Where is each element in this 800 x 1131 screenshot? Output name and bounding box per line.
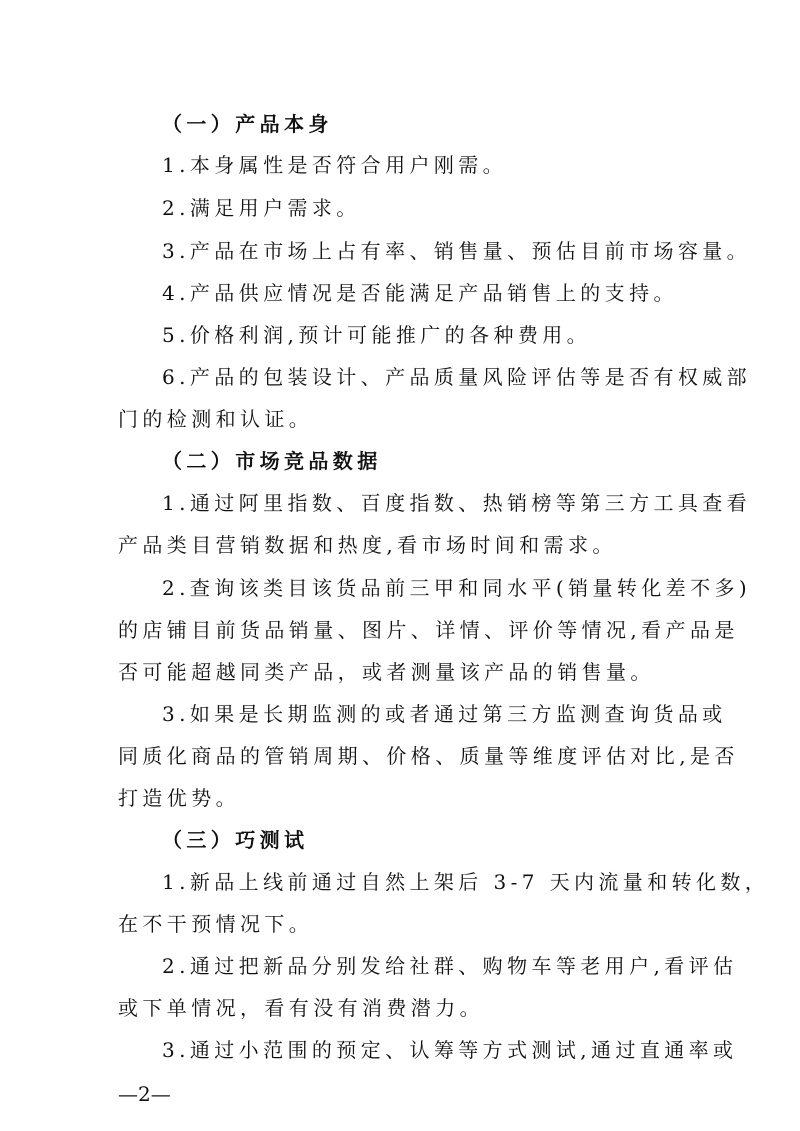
paragraph-line: 2.通过把新品分别发给社群、购物车等老用户,看评估 [162,954,738,978]
paragraph-line: 门的检测和认证。 [118,407,314,431]
paragraph-line: 产品类目营销数据和热度,看市场时间和需求。 [118,533,617,557]
paragraph-line: 或下单情况，看有没有消费潜力。 [118,996,484,1020]
paragraph-line: 5.价格利润,预计可能推广的各种费用。 [162,323,592,347]
paragraph-line: 6.产品的包装设计、产品质量风险评估等是否有权威部 [162,365,752,389]
section-heading-3: （三）巧测试 [162,828,309,852]
paragraph-line: 打造优势。 [118,786,240,810]
paragraph-line: 3.产品在市场上占有率、销售量、预估目前市场容量。 [162,239,752,263]
paragraph-line: 的店铺目前货品销量、图片、详情、评价等情况,看产品是 [118,618,739,642]
paragraph-line: 1.通过阿里指数、百度指数、热销榜等第三方工具查看 [162,491,752,515]
section-heading-2: （二）市场竞品数据 [162,449,382,473]
paragraph-line: 4.产品供应情况是否能满足产品销售上的支持。 [162,281,678,305]
paragraph-line: 同质化商品的管销周期、价格、质量等维度评估对比,是否 [118,744,739,768]
paragraph-line: 1.本身属性是否符合用户刚需。 [162,153,508,177]
paragraph-line: 在不干预情况下。 [118,912,314,936]
paragraph-line: 3.通过小范围的预定、认筹等方式测试,通过直通率或 [162,1038,738,1062]
paragraph-line: 1.新品上线前通过自然上架后 3-7 天内流量和转化数， [162,870,770,894]
page-number: —2— [118,1082,171,1106]
paragraph-line: 否可能超越同类产品，或者测量该产品的销售量。 [118,660,655,684]
paragraph-line: 2.满足用户需求。 [162,196,361,220]
section-heading-1: （一）产品本身 [162,112,333,136]
paragraph-line: 2.查询该类目该货品前三甲和同水平(销量转化差不多) [162,576,752,600]
paragraph-line: 3.如果是长期监测的或者通过第三方监测查询货品或 [162,702,727,726]
